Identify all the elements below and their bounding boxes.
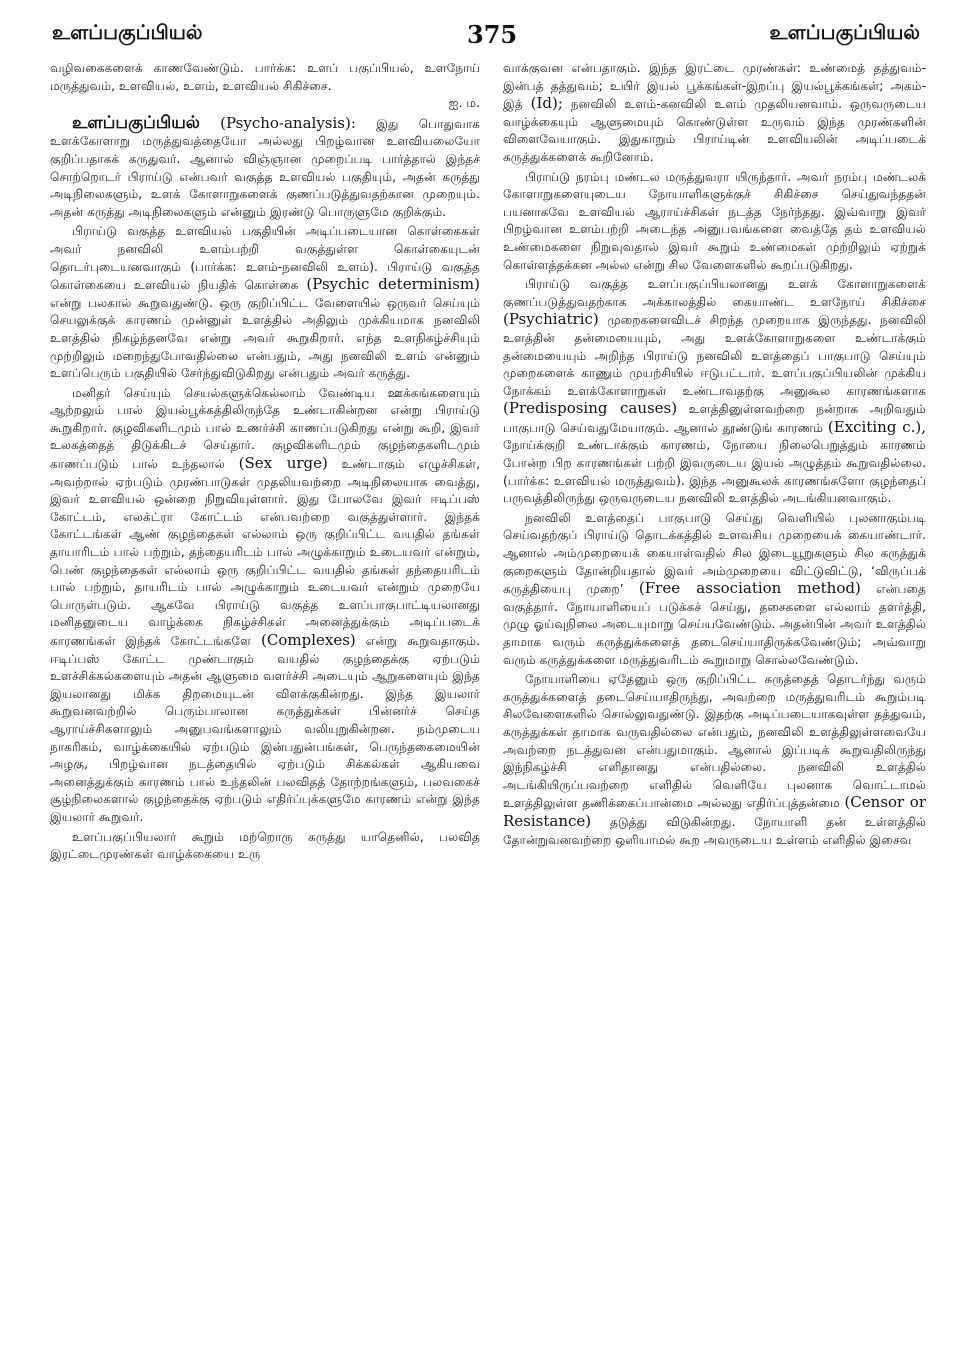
paragraph-text: வாக்குவன என்பதாகும். இந்த இரட்டை முரண்கள்: உண்மைத் தத்துவம்-இன்பத் தத்துவம்; உயிர் இயல் பூக்கங்கள்-இறப்பு இயல்பூக்கங்கள்; அகம்-இத்	[503, 61, 926, 112]
paragraph	[50, 223, 480, 382]
page-header	[0, 0, 966, 60]
paragraph-text: மனிதர் செய்யும் செயல்களுக்கெல்லாம் வேண்டிய ஊக்கங்களையும் ஆற்றலும் பால் இயல்பூக்கத்திலிருந்தே உண்டாகின்றன என்று பிராய்டு கூறுகிறார். குழவிகளிடமும் பால் உணர்ச்சி காணப்படுகிறது என்று கூறி, இவர் உலகத்தைத் திடுக்கிடச் செய்தார். குழவிகளிடமும் குழந்தைகளிடமும் காணப்படும் பால் உந்தலால்	[50, 385, 480, 472]
latin-term: (Psychic determinism)	[306, 275, 480, 294]
paragraph-text: பிராய்டு வகுத்த உளவியல் பகுதியின் அடிப்படையான கொள்கைகள் அவர் நனவிலி உளம்பற்றி வகுத்துள்ள கொள்கையுடன் தொடர்புடையனவாகும் (பார்க்க: உளம்-நனவிலி உளம்). பிராய்டு வகுத்த கொள்கையை உளவியல் நியதிக் கொள்கை	[50, 224, 480, 293]
paragraph-text: உளத்தினுள்ளவற்றை நன்றாக அறிவதும் பாகுபாடு செய்வதுமேயாகும். ஆனால் தூண்டுங் காரணம்	[503, 402, 926, 435]
entry-title-latin: (Psycho-analysis):	[220, 113, 356, 132]
paragraph-text: நனவிலி உளத்தைப் பாகுபாடு செய்து வெளியில் புலனாகும்படி செய்வதற்குப் பிராய்டு தொடக்கத்தில் உளவசிய முறையைக் கையாண்டார். ஆனால் அம்முறையைக் கையாள்வதில் சில இடையூறுகளும் சில கருத்துக் குறைகளும் தோன்றியதால் இவர் அம்முறையை விட்டுவிட்டு, ‘விருப்பக் கருத்தியைபு முறை’	[503, 510, 926, 597]
paragraph-text: நோய்க்குறி உண்டாக்கும் காரணம், நோயை நிலைபெறுத்தும் காரணம் போன்ற பிற காரணங்கள் பற்றி இவருடைய இயல் அழுத்தம் கூறுவதில்லை. (பார்க்க: உளவியல் மருத்துவம்). இந்த அனுகூலக் காரணங்களோ குழந்தைப் பருவத்திலிருந்து ஒருவருடைய நனவிலி உளத்தில் அடங்கியனவாகும்.	[503, 438, 926, 506]
paragraph	[50, 829, 480, 864]
paragraph-text: உளப்பகுப்பியலார் கூறும் மற்றொரு கருத்து யாதெனில், பலவித இரட்டைமுரண்கள் வாழ்க்கையை உரு	[50, 829, 480, 862]
paragraph-text: நனவிலி உளம்-கனவிலி உளம் முதலியனவாம். ஒருவருடைய வாழ்க்கையும் ஆளுமையும் கொண்டுள்ள உருவம் இந்த முரண்களின் விளைவேயாகும். இதுகாறும் பிராய்டின் உளவியலின் அடிப்படைக் கருத்துக்களைக் கூறினோம்.	[503, 97, 926, 164]
paragraph	[50, 385, 480, 827]
paragraph-text: வழிவகைகளைக் காணவேண்டும். பார்க்க: உளப் பகுப்பியல், உளநோய் மருத்துவம், உளவியல், உளம், உளவியல் சிகிச்சை.	[50, 61, 480, 93]
paragraph	[50, 60, 480, 113]
latin-term: (Predisposing causes)	[503, 399, 678, 418]
paragraph	[503, 60, 926, 167]
paragraph-text: பிராய்டு நரம்பு மண்டல மருத்துவரா யிருந்தார். அவர் நரம்பு மண்டலக் கோளாறுகளையுடைய நோயாளிகளுக்குச் சிகிச்சை செய்துவந்ததன் பயனாகவே உளவியல் ஆராய்ச்சிகள் நடத்த நேர்ந்தது. இவ்வாறு இவர் பிறழ்வான உளம்பற்றி அடைந்த அனுபவங்களை வைத்தே தம் உளவியல் உண்மைகளை நிறுவுவதால் இவர் கூறும் உண்மைகள் முற்றிலும் ஏற்றுக் கொள்ளத்தக்கன அல்ல என்று சில வேளைகளில் கூறப்படுகிறது.	[503, 169, 926, 272]
paragraph-text: என்று பலகால் கூறுவதுண்டு. ஒரு குறிப்பிட்ட வேளையில் ஒருவர் செய்யும் செயலுக்குக் காரணம் முன்னுள் உளத்தில் அதிலும் முக்கியமாக நனவிலி உளத்தில் நிகழ்ந்தனவே என்று அவர் கூறுகிறார். எந்த உளநிகழ்ச்சியும் முற்றிலும் மறைந்துபோவதில்லை என்பதும், அது நனவிலி உளம் என்னும் உளப்பெரும் பகுதியில் சேர்ந்துவிடுகிறது என்பதும் அவர் கருத்து.	[50, 295, 480, 381]
paragraph-text: உண்டாகும் எழுச்சிகள், அவற்றால் ஏற்படும் முரண்பாடுகள் முதலியவற்றை அடிநிலையாக வைத்து, இவர் உளவியல் ஒன்றை நிறுவியுள்ளார். இது போலவே இவர் ஈடிப்பஸ் கோட்டம், எலக்ட்ரா கோட்டம் என்பவற்றை வகுத்துள்ளார். இந்தக் கோட்டங்கள் ஆண் குழந்தைகள் எல்லாம் ஒரு குறிப்பிட்ட வயதில் தங்கள் தாயாரிடம் பால் பற்றும், தந்தையரிடம் பால் அழுக்காறும் உடையவர் என்றும், பெண் குழந்தைகள் எல்லாம் ஒரு குறிப்பிட்ட வயதில் தங்கள் தந்தையரிடம் பால் பற்றும், தாயரிடம் பால் அழுக்காறும் உடையவர் என்றும் முறையே பொருள்படும். ஆகவே பிராய்டு வகுத்த உளப்பாகுபாட்டியலானது மனிதனுடைய வாழ்க்கை நிகழ்ச்சிகள் அனைத்துக்கும் அடிப்படைக் காரணங்கள் இந்தக் கோட்டங்களே	[50, 457, 480, 648]
author-initials: ஐ. ம.	[448, 96, 480, 111]
paragraph-text: என்பதை வகுத்தார். நோயாளியைப் படுக்கச் செய்து, தசைகளை எல்லாம் தளர்த்தி, முழு ஓய்வுநிலை அடையுமாறு செய்யவேண்டும். அதன்பின் அவர் உளத்தில் தாமாக வரும் கருத்துக்களைத் தடைசெய்யாதிருக்கவேண்டும்; அவ்வாறு வரும் கருத்துக்களை மருத்துவரிடம் கூறுமாறு சொல்லவேண்டும்.	[503, 582, 926, 667]
paragraph-text: பிராய்டு வகுத்த உளப்பகுப்பியலானது உளக் கோளாறுகளைக் குணப்படுத்துவதற்காக அக்காலத்தில் கையாண்ட உளநோய் சிகிச்சை	[503, 277, 926, 309]
page-number: 375	[467, 20, 518, 49]
entry-paragraph	[50, 112, 480, 222]
left-column	[50, 60, 480, 1358]
entry-title: உளப்பகுப்பியல்	[72, 112, 200, 133]
paragraph	[503, 276, 926, 508]
latin-term: (Id);	[530, 94, 563, 113]
paragraph	[503, 510, 926, 669]
latin-term: (Complexes)	[261, 631, 356, 649]
running-header-right: உளப்பகுப்பியல்	[769, 20, 920, 44]
paragraph-text: என்று கூறுவதாகும். ஈடிப்பஸ் கோட்ட முண்டாகும் வயதில் குழந்தைக்கு ஏற்படும் உளச்சிக்கல்களையும் அதன் ஆளுமை வளர்ச்சி அடையும் ஆறுகளையும் இந்த இயலானது மிக்க திறமையுடன் விளக்குகின்றது. இந்த இயலார் கூறுவனவற்றில் பெரும்பாலான கருத்துக்கள் பின்னர்ச் செய்த ஆராய்ச்சிகளாலும் அனுபவங்களாலும் வலியுறுகின்றன. நம்முடைய நாகரிகம், வாழ்க்கையில் ஏற்படும் இன்பதுன்பங்கள், பெருந்தகைமையின் அழகு, பிறழ்வான நடத்தையில் ஏற்படும் சிக்கல்கள் ஆகியவை அனைத்துக்கும் காரணம் பால் உந்தலின் பலவிதத் தோற்றங்களும், பலவகைச் சூழ்நிலைகளால் குழந்தைக்கு ஏற்படும் எதிர்ப்புக்களுமே காரணம் என்று இந்த இயலார் கூறுவர்.	[50, 634, 480, 824]
latin-term: (Exciting c.),	[827, 417, 926, 436]
paragraph	[503, 671, 926, 849]
latin-term: (Censor or Resistance)	[503, 793, 926, 830]
paragraph-text: தடுத்து விடுகின்றது. நோயாளி தன் உள்ளத்தில் தோன்றுவனவற்றை ஒளியாமல் கூற அவருடைய உள்ளம் எளிதில் இசைவ	[503, 814, 926, 847]
paragraph-text: முறைகளைவிடச் சிறந்த முறையாக இருந்தது. நனவிலி உளத்தின் தன்மையையும், அது உளக்கோளாறுகளை உண்டாக்கும் தன்மையையும் அறிந்த பிராய்டு நனவிலி உளத்தைப் பாகுபாடு செய்யும் முறைகளைக் காணும் முயற்சியில் ஈடுபட்டார். உளப்பகுப்பியலின் முக்கிய நோக்கம் உளக்கோளாறுகள் உண்டாவதற்கு அனுகூல காரணங்களாக	[503, 313, 926, 398]
latin-term: (Sex urge)	[238, 454, 328, 473]
latin-term: (Free association method)	[638, 579, 861, 598]
running-header-left: உளப்பகுப்பியல்	[52, 20, 203, 44]
paragraph	[503, 169, 926, 275]
paragraph-text: நோயாளியை ஏதேனும் ஒரு குறிப்பிட்ட கருத்தைத் தொடர்ந்து வரும் கருத்துக்களைத் தடைசெய்யாதிருந்து, அவற்றை மருத்துவரிடம் கூறும்படி சிலவேளைகளில் சொல்லுவதுண்டு. இதற்கு அடிப்படையாகவுள்ள தத்துவம், கருத்துக்கள் தாமாக வருவதில்லை என்பதும், நனவிலி உளத்திலுள்ளவையே அவற்றை நடத்துவன என்பதுமாகும். ஆனால் இப்படிக் கூறுவதிலிருந்து இந்நிகழ்ச்சி எளிதானது என்பதில்லை. நனவிலி உளத்தில் அடங்கியிருப்பவற்றை எளிதில் வெளியே புலனாக வொட்டாமல் உளத்திலுள்ள தணிக்கைப்பான்மை அல்லது எதிர்ப்புத்தன்மை	[503, 672, 926, 811]
right-column	[503, 60, 926, 1358]
latin-term: (Psychiatric)	[503, 310, 599, 329]
paragraph-text: இது பொதுவாக உளக்கோளாறு மருத்துவத்தையோ அல்லது பிறழ்வான உளவியலையோ குறிப்பதாகக் கருதுவர். ஆனால் விஞ்ஞான முறைப்படி பார்த்தால் இந்தச் சொற்றொடர் பிராய்டு என்பவர் வகுத்த உளவியல் பகுதியும், அதன் கருத்து அடிநிலைகளும், உளக் கோளாறுகளைக் குணப்படுத்துவதற்கான முறையும். அதன் கருத்து அடிநிலைகளும் என்னும் இரண்டு பொருளுமே குறிக்கும்.	[50, 116, 480, 219]
